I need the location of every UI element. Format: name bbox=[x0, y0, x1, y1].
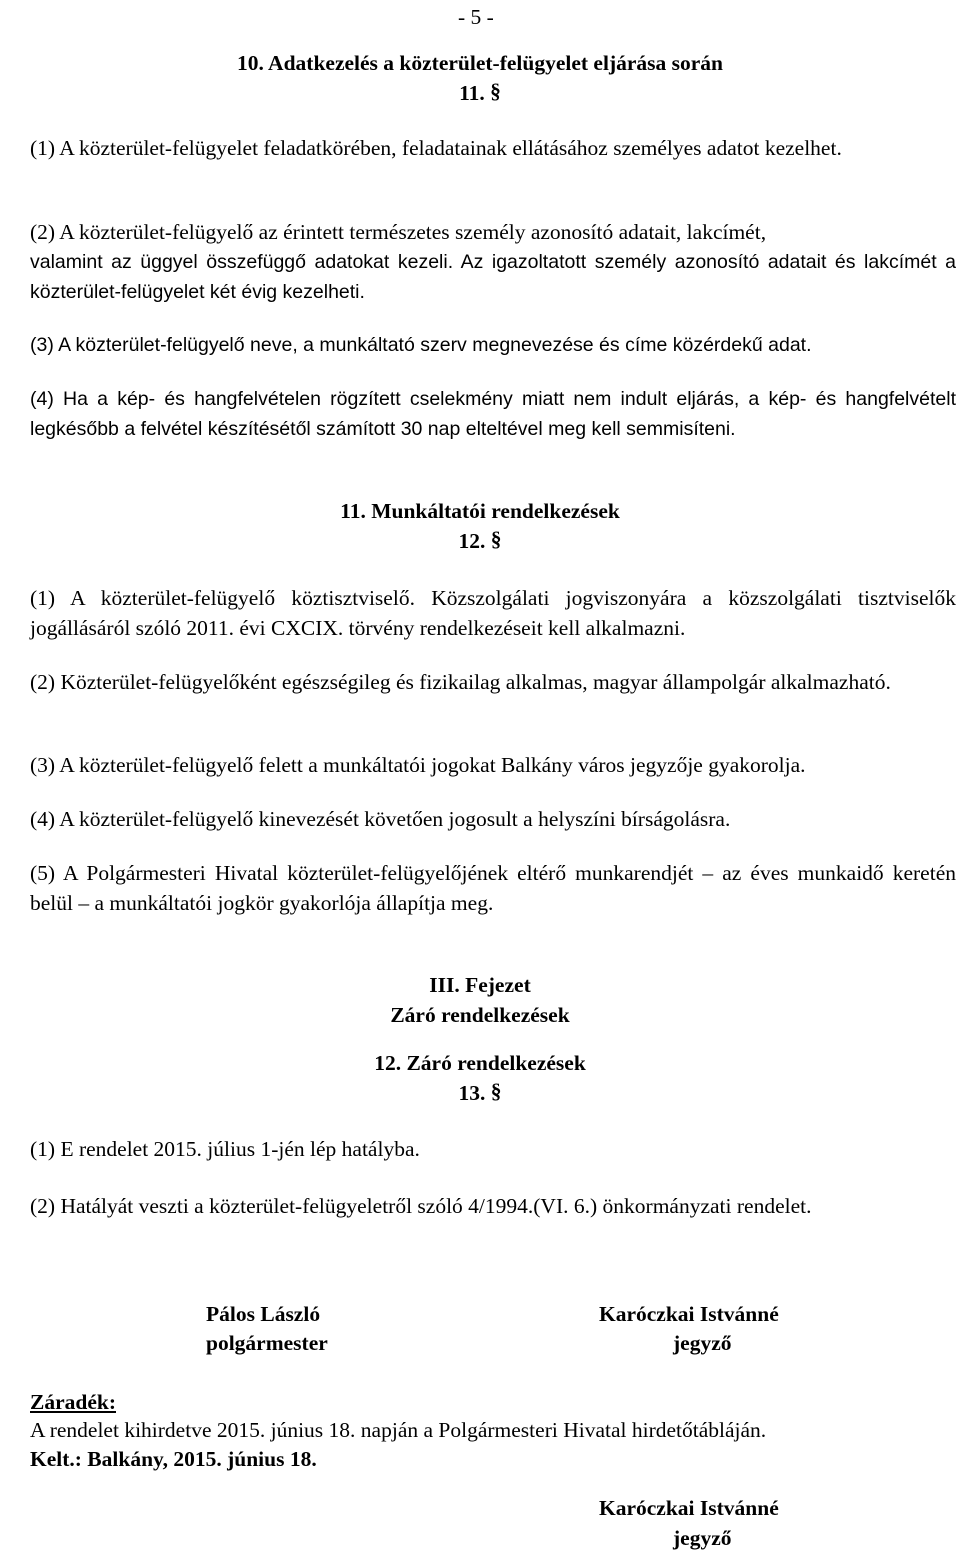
s10-paragraph-2-continuation: valamint az üggyel összefüggő adatokat kezeli. Az igazoltatott személy azonosító adatait és lakcímét a közterület-felügyelet két évig kezelheti. bbox=[30, 251, 956, 303]
s11-paragraph-4: (4) A közterület-felügyelő kinevezését követően jogosult a helyszíni bírságolásra. bbox=[30, 807, 731, 831]
s11-paragraph-1: (1) A közterület-felügyelő köztisztviselő. Közszolgálati jogviszonyára a közszolgálati tisztviselők jogállásáról szóló 2011. évi CXCIX. törvény rendelkezéseit kell alkalmazni. bbox=[30, 586, 956, 640]
section-sign-icon: § bbox=[490, 527, 502, 551]
mayor-name: Pálos László bbox=[206, 1302, 321, 1326]
paragraph-number: 11. bbox=[459, 81, 485, 105]
s13-paragraph-2: (2) Hatályát veszti a közterület-felügyeletről szóló 4/1994.(VI. 6.) önkormányzati rendelet. bbox=[30, 1194, 812, 1218]
s10-paragraph-1: (1) A közterület-felügyelet feladatkörében, feladatainak ellátásához személyes adatot kezelhet. bbox=[30, 136, 842, 160]
section-sign-icon: § bbox=[490, 79, 501, 103]
s11-paragraph-5: (5) A Polgármesteri Hivatal közterület-felügyelőjének eltérő munkarendjét – az éves munkaidő keretén belül – a munkáltatói jogkör gyakorlója állapítja meg. bbox=[30, 861, 956, 915]
clause-text: A rendelet kihirdetve 2015. június 18. napján a Polgármesteri Hivatal hirdetőtábláján. bbox=[30, 1418, 767, 1442]
mayor-title: polgármester bbox=[206, 1331, 328, 1355]
notary-name: Karóczkai Istvánné bbox=[599, 1302, 779, 1326]
page-number: - 5 - bbox=[458, 5, 494, 29]
s10-paragraph-3: (3) A közterület-felügyelő neve, a munkáltató szerv megnevezése és címe közérdekű adat. bbox=[30, 334, 812, 356]
clause-signer-name: Karóczkai Istvánné bbox=[599, 1496, 779, 1520]
clause-date: Kelt.: Balkány, 2015. június 18. bbox=[30, 1447, 317, 1471]
section-12-heading: 12. Záró rendelkezések bbox=[374, 1051, 586, 1075]
s10-paragraph-2-line-1: (2) A közterület-felügyelő az érintett természetes személy azonosító adatait, lakcímét, bbox=[30, 220, 767, 244]
section-sign-icon: § bbox=[490, 1079, 502, 1103]
notary-title: jegyző bbox=[673, 1331, 732, 1355]
s11-paragraph-3: (3) A közterület-felügyelő felett a munkáltatói jogokat Balkány város jegyzője gyakorolja. bbox=[30, 753, 806, 777]
clause-label: Záradék: bbox=[30, 1390, 116, 1414]
clause-signer-title: jegyző bbox=[673, 1526, 732, 1550]
s10-paragraph-4: (4) Ha a kép- és hangfelvételen rögzített cselekmény miatt nem indult eljárás, a kép- és hangfelvételt legkésőbb a felvétel készítésétől számított 30 nap elteltével meg kell semmisíteni. bbox=[30, 388, 956, 440]
s11-paragraph-2: (2) Közterület-felügyelőként egészségileg és fizikailag alkalmas, magyar állampolgár alkalmazható. bbox=[30, 670, 891, 694]
section-10-paragraph-number bbox=[0, 78, 960, 108]
paragraph-number: 13. bbox=[458, 1081, 486, 1105]
chapter-3-subtitle: Záró rendelkezések bbox=[390, 1003, 570, 1027]
chapter-3-title: III. Fejezet bbox=[429, 973, 531, 997]
section-11-heading: 11. Munkáltatói rendelkezések bbox=[340, 499, 620, 523]
section-10-heading: 10. Adatkezelés a közterület-felügyelet eljárása során bbox=[236, 51, 724, 75]
section-13-paragraph-number bbox=[0, 1078, 960, 1108]
section-11-paragraph-number bbox=[0, 526, 960, 556]
s13-paragraph-1: (1) E rendelet 2015. július 1-jén lép hatályba. bbox=[30, 1137, 420, 1161]
paragraph-number: 12. bbox=[458, 529, 486, 553]
